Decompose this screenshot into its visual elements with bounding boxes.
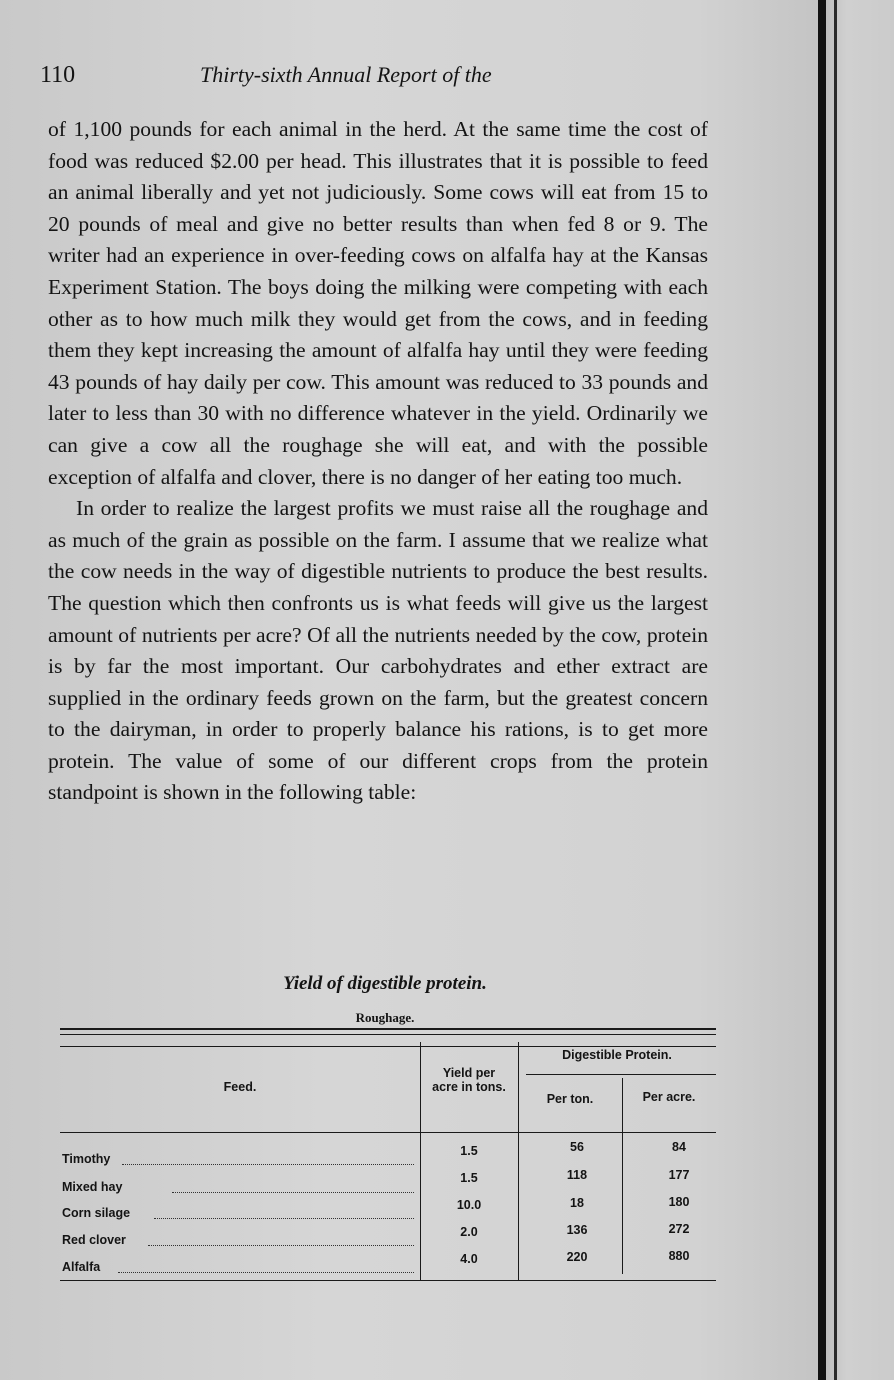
- per-ton-value: 136: [566, 1223, 588, 1237]
- body-text: [48, 114, 708, 809]
- running-head: Thirty-sixth Annual Report of the: [200, 62, 492, 87]
- dot-leader: [118, 1272, 414, 1273]
- dot-leader: [154, 1218, 414, 1219]
- header-per-ton: Per ton.: [546, 1092, 594, 1106]
- page-header: [40, 62, 740, 96]
- table-title: Yield of digestible protein.: [283, 973, 487, 994]
- header-feed: Feed.: [223, 1080, 257, 1094]
- paragraph: of 1,100 pounds for each animal in the herd. At the same time the cost of food was reduced $2.00 per head. This illustrates that it is possible to feed an animal liberally and yet not judiciously. Some cows will eat from 15 to 20 pounds of meal and give no better results than when fed 8 or 9. The writer had an experience in over-feeding cows on alfalfa hay at the Kansas Experiment Station. The boys doing the milking were competing with each other as to how much milk they would get from the cows, and in feeding them they kept increasing the amount of alfalfa hay until they were feeding 43 pounds of hay daily per cow. This amount was reduced to 33 pounds and later to less than 30 with no difference whatever in the yield. Ordinarily we can give a cow all the roughage she will eat, and with the possible exception of alfalfa and clover, there is no danger of her eating too much.: [48, 117, 708, 489]
- yield-value: 2.0: [460, 1225, 478, 1239]
- table-top-rule: [60, 1028, 716, 1030]
- column-divider: [518, 1042, 519, 1280]
- feed-name: Timothy: [62, 1152, 111, 1166]
- table-header-bottom-rule: [60, 1132, 716, 1133]
- per-acre-value: 177: [668, 1168, 690, 1182]
- header-yield-line1: Yield per: [442, 1066, 496, 1080]
- header-per-acre: Per acre.: [642, 1090, 696, 1104]
- per-acre-value: 880: [668, 1249, 690, 1263]
- header-sub-rule: [526, 1074, 716, 1075]
- feed-name: Mixed hay: [62, 1180, 123, 1194]
- per-acre-value: 272: [668, 1222, 690, 1236]
- per-acre-value: 180: [668, 1195, 690, 1209]
- feed-name: Alfalfa: [62, 1260, 101, 1274]
- yield-value: 1.5: [460, 1171, 478, 1185]
- paragraph: In order to realize the largest profits we must raise all the roughage and as much of the grain as possible on the farm. I assume that we realize what the cow needs in the way of digestible nutrients to produce the best results. The question which then confronts us is what feeds will give us the largest amount of nutrients per acre? Of all the nutrients needed by the cow, protein is by far the most important. Our carbohydrates and ether extract are supplied in the ordinary feeds grown on the farm, but the greatest concern to the dairyman, in order to properly balance his rations, is to get more protein. The value of some of our different crops from the protein standpoint is shown in the following table:: [48, 496, 708, 805]
- column-divider: [622, 1078, 623, 1274]
- adjacent-page-edge: [834, 0, 837, 1380]
- dot-leader: [148, 1245, 414, 1246]
- header-yield-line2: acre in tons.: [432, 1080, 506, 1094]
- feed-name: Red clover: [62, 1233, 126, 1247]
- per-ton-value: 18: [570, 1196, 584, 1210]
- per-ton-value: 118: [566, 1168, 588, 1182]
- feed-name: Corn silage: [62, 1206, 131, 1220]
- table-subtitle: Roughage.: [355, 1010, 415, 1025]
- table-header-top-rule: [60, 1046, 716, 1047]
- header-digestible-protein: Digestible Protein.: [562, 1048, 672, 1062]
- dot-leader: [122, 1164, 414, 1165]
- yield-value: 10.0: [456, 1198, 482, 1212]
- per-ton-value: 220: [566, 1250, 588, 1264]
- per-acre-value: 84: [672, 1140, 686, 1154]
- dot-leader: [172, 1192, 414, 1193]
- page-binding-edge: [818, 0, 826, 1380]
- yield-value: 1.5: [460, 1144, 478, 1158]
- table-bottom-rule: [60, 1280, 716, 1281]
- per-ton-value: 56: [570, 1140, 584, 1154]
- protein-yield-table: [60, 1028, 716, 1288]
- page-number: 110: [40, 62, 76, 88]
- yield-value: 4.0: [460, 1252, 478, 1266]
- table-top-rule-thin: [60, 1034, 716, 1035]
